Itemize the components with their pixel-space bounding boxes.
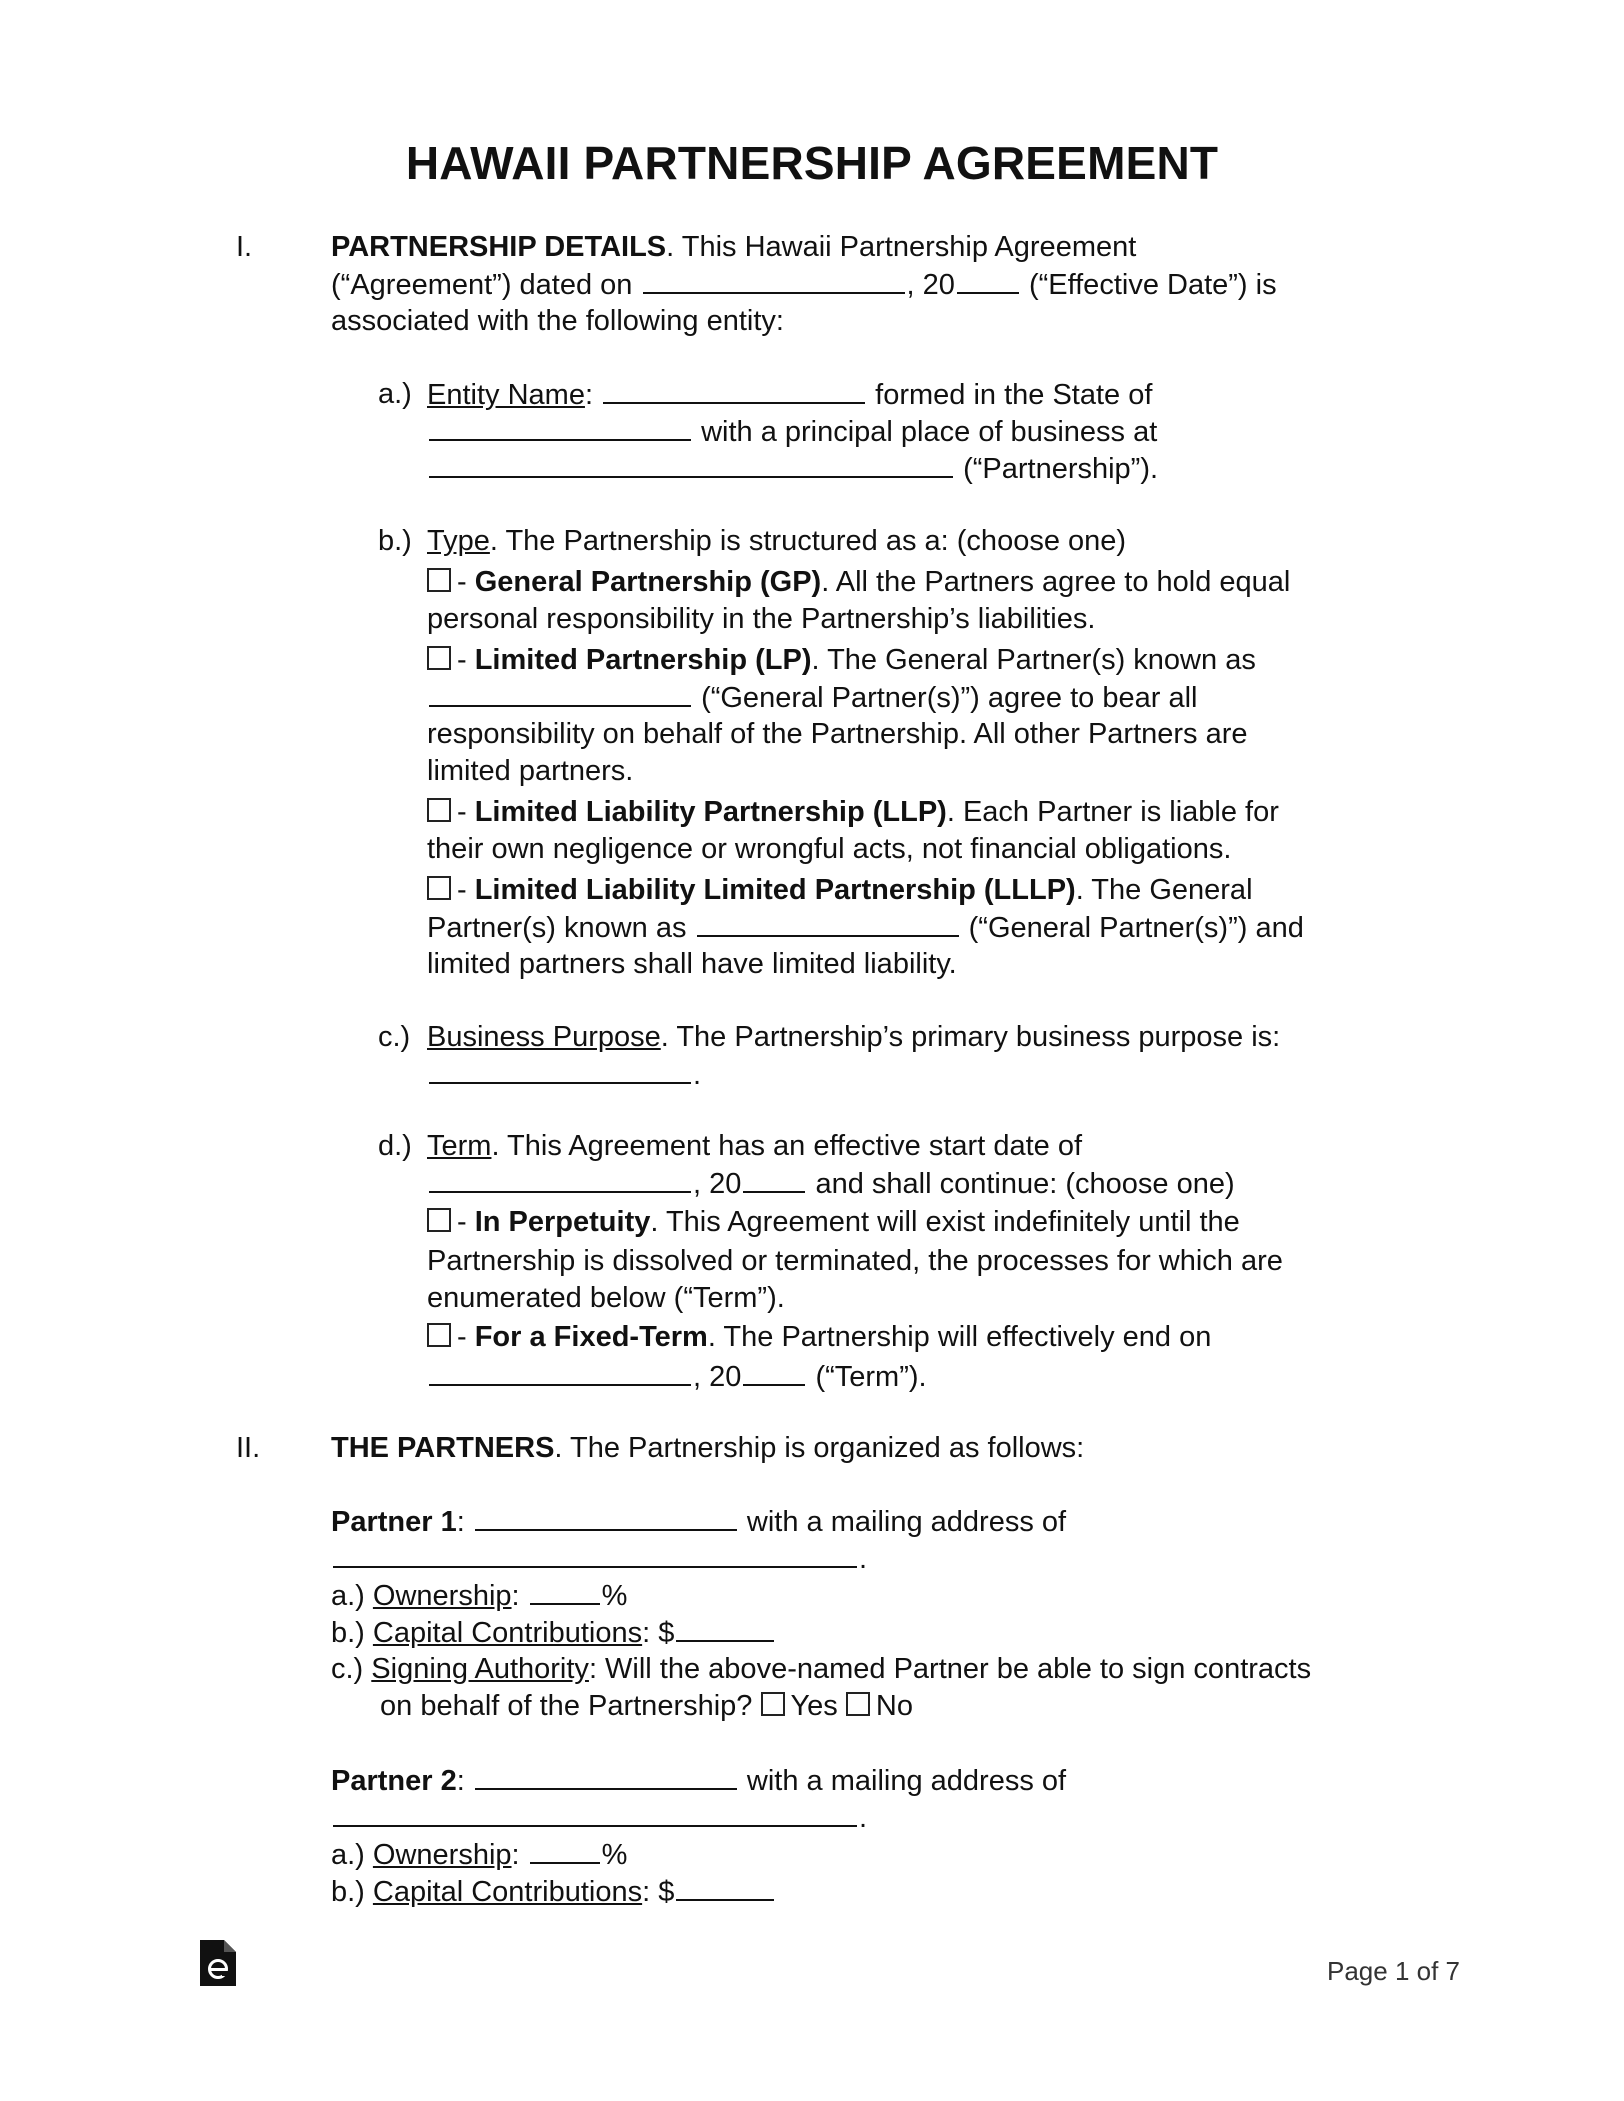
fixed-term-end-year-blank[interactable] [743,1358,805,1386]
entity-name-line-2: with a principal place of business at [427,413,1157,451]
section-1-number: I. [236,231,253,263]
perpetuity-option: - In Perpetuity. This Agreement will exist indefinitely until the [427,1204,1240,1241]
lp-checkbox[interactable] [427,646,451,670]
section-2-line-1: THE PARTNERS. The Partnership is organized as follows: [331,1432,1085,1464]
lllp-checkbox[interactable] [427,876,451,900]
partner-2-ownership: a.) Ownership: % [331,1836,627,1874]
partner-2-line-1: Partner 2: with a mailing address of [331,1762,1066,1800]
llp-line-2: their own negligence or wrongful acts, not financial obligations. [427,833,1232,865]
lllp-line-3: limited partners shall have limited liability. [427,948,957,980]
section-2-number: II. [236,1432,261,1464]
partner-2-capital: b.) Capital Contributions: $ [331,1873,776,1911]
page-number: Page 1 of 7 [1327,1956,1460,1986]
partner-1-line-1: Partner 1: with a mailing address of [331,1503,1066,1541]
partner-1-name-blank[interactable] [475,1503,737,1531]
term-start-year-blank[interactable] [743,1165,805,1193]
partner-2-capital-blank[interactable] [676,1873,774,1901]
partner-1-yes-checkbox[interactable] [761,1692,785,1716]
section-2-heading: THE PARTNERS [331,1432,555,1464]
partner-1-capital: b.) Capital Contributions: $ [331,1614,776,1652]
partner-1-signing: c.) Signing Authority: Will the above-named Partner be able to sign contracts [331,1653,1312,1685]
term-label: d.) [378,1130,412,1162]
state-blank[interactable] [429,413,691,441]
lllp-general-partner-blank[interactable] [697,909,959,937]
agreement-year-blank[interactable] [957,266,1019,294]
gp-checkbox[interactable] [427,568,451,592]
partner-1-signing-line-2: on behalf of the Partnership? Yes No [380,1690,913,1722]
lllp-option: - Limited Liability Limited Partnership (LLLP). The General [427,872,1253,909]
term-line-2: , 20 and shall continue: (choose one) [427,1165,1235,1203]
lp-line-3: responsibility on behalf of the Partnership. All other Partners are [427,718,1248,750]
type-intro: Type. The Partnership is structured as a: (choose one) [427,525,1127,557]
fixed-term-line-2: , 20 (“Term”). [427,1358,927,1396]
entity-name-label: a.) [378,378,412,410]
term-start-date-blank[interactable] [429,1165,691,1193]
document-title: HAWAII PARTNERSHIP AGREEMENT [405,137,1219,189]
business-purpose-line-2: . [427,1056,701,1094]
partner-2-address-line: . [331,1799,867,1837]
partner-1-ownership: a.) Ownership: % [331,1577,627,1615]
section-1-line-1: PARTNERSHIP DETAILS. This Hawaii Partnership Agreement [331,231,1137,263]
business-purpose-label: c.) [378,1021,411,1053]
perpetuity-checkbox[interactable] [427,1208,451,1232]
principal-address-blank[interactable] [429,450,953,478]
lp-line-2: (“General Partner(s)”) agree to bear all [427,679,1197,717]
lllp-line-2: Partner(s) known as (“General Partner(s)”) and [427,909,1304,947]
agreement-date-blank[interactable] [643,266,905,294]
partner-2-name-blank[interactable] [475,1762,737,1790]
perpetuity-line-3: enumerated below (“Term”). [427,1282,785,1314]
lp-general-partner-blank[interactable] [429,679,691,707]
section-1-line-2: (“Agreement”) dated on , 20 (“Effective Date”) is [331,266,1277,304]
fixed-term-checkbox[interactable] [427,1323,451,1347]
section-1-line-3: associated with the following entity: [331,305,784,337]
perpetuity-line-2: Partnership is dissolved or terminated, the processes for which are [427,1245,1283,1277]
type-label: b.) [378,525,412,557]
llp-checkbox[interactable] [427,798,451,822]
fixed-term-option: - For a Fixed-Term. The Partnership will effectively end on [427,1319,1211,1356]
business-purpose-blank[interactable] [429,1056,691,1084]
gp-line-2: personal responsibility in the Partnership’s liabilities. [427,603,1096,635]
partner-2-address-blank[interactable] [333,1799,857,1827]
term-line-1: Term. This Agreement has an effective start date of [427,1130,1083,1162]
entity-name-line-1: Entity Name: formed in the State of [427,376,1152,414]
partner-1-capital-blank[interactable] [676,1614,774,1642]
entity-name-blank[interactable] [603,376,865,404]
partner-1-address-blank[interactable] [333,1540,857,1568]
gp-option: - General Partnership (GP). All the Partners agree to hold equal [427,564,1290,601]
entity-name-line-3: (“Partnership”). [427,450,1158,488]
llp-option: - Limited Liability Partnership (LLP). Each Partner is liable for [427,794,1279,831]
section-1-heading: PARTNERSHIP DETAILS [331,231,667,263]
lp-line-4: limited partners. [427,755,634,787]
eforms-logo-icon [200,1940,236,1986]
fixed-term-end-date-blank[interactable] [429,1358,691,1386]
partner-1-no-checkbox[interactable] [846,1692,870,1716]
lp-option: - Limited Partnership (LP). The General Partner(s) known as [427,642,1256,679]
partner-2-ownership-blank[interactable] [530,1836,600,1864]
partner-1-ownership-blank[interactable] [530,1577,600,1605]
partner-1-address-line: . [331,1540,867,1578]
business-purpose-line-1: Business Purpose. The Partnership’s primary business purpose is: [427,1021,1281,1053]
